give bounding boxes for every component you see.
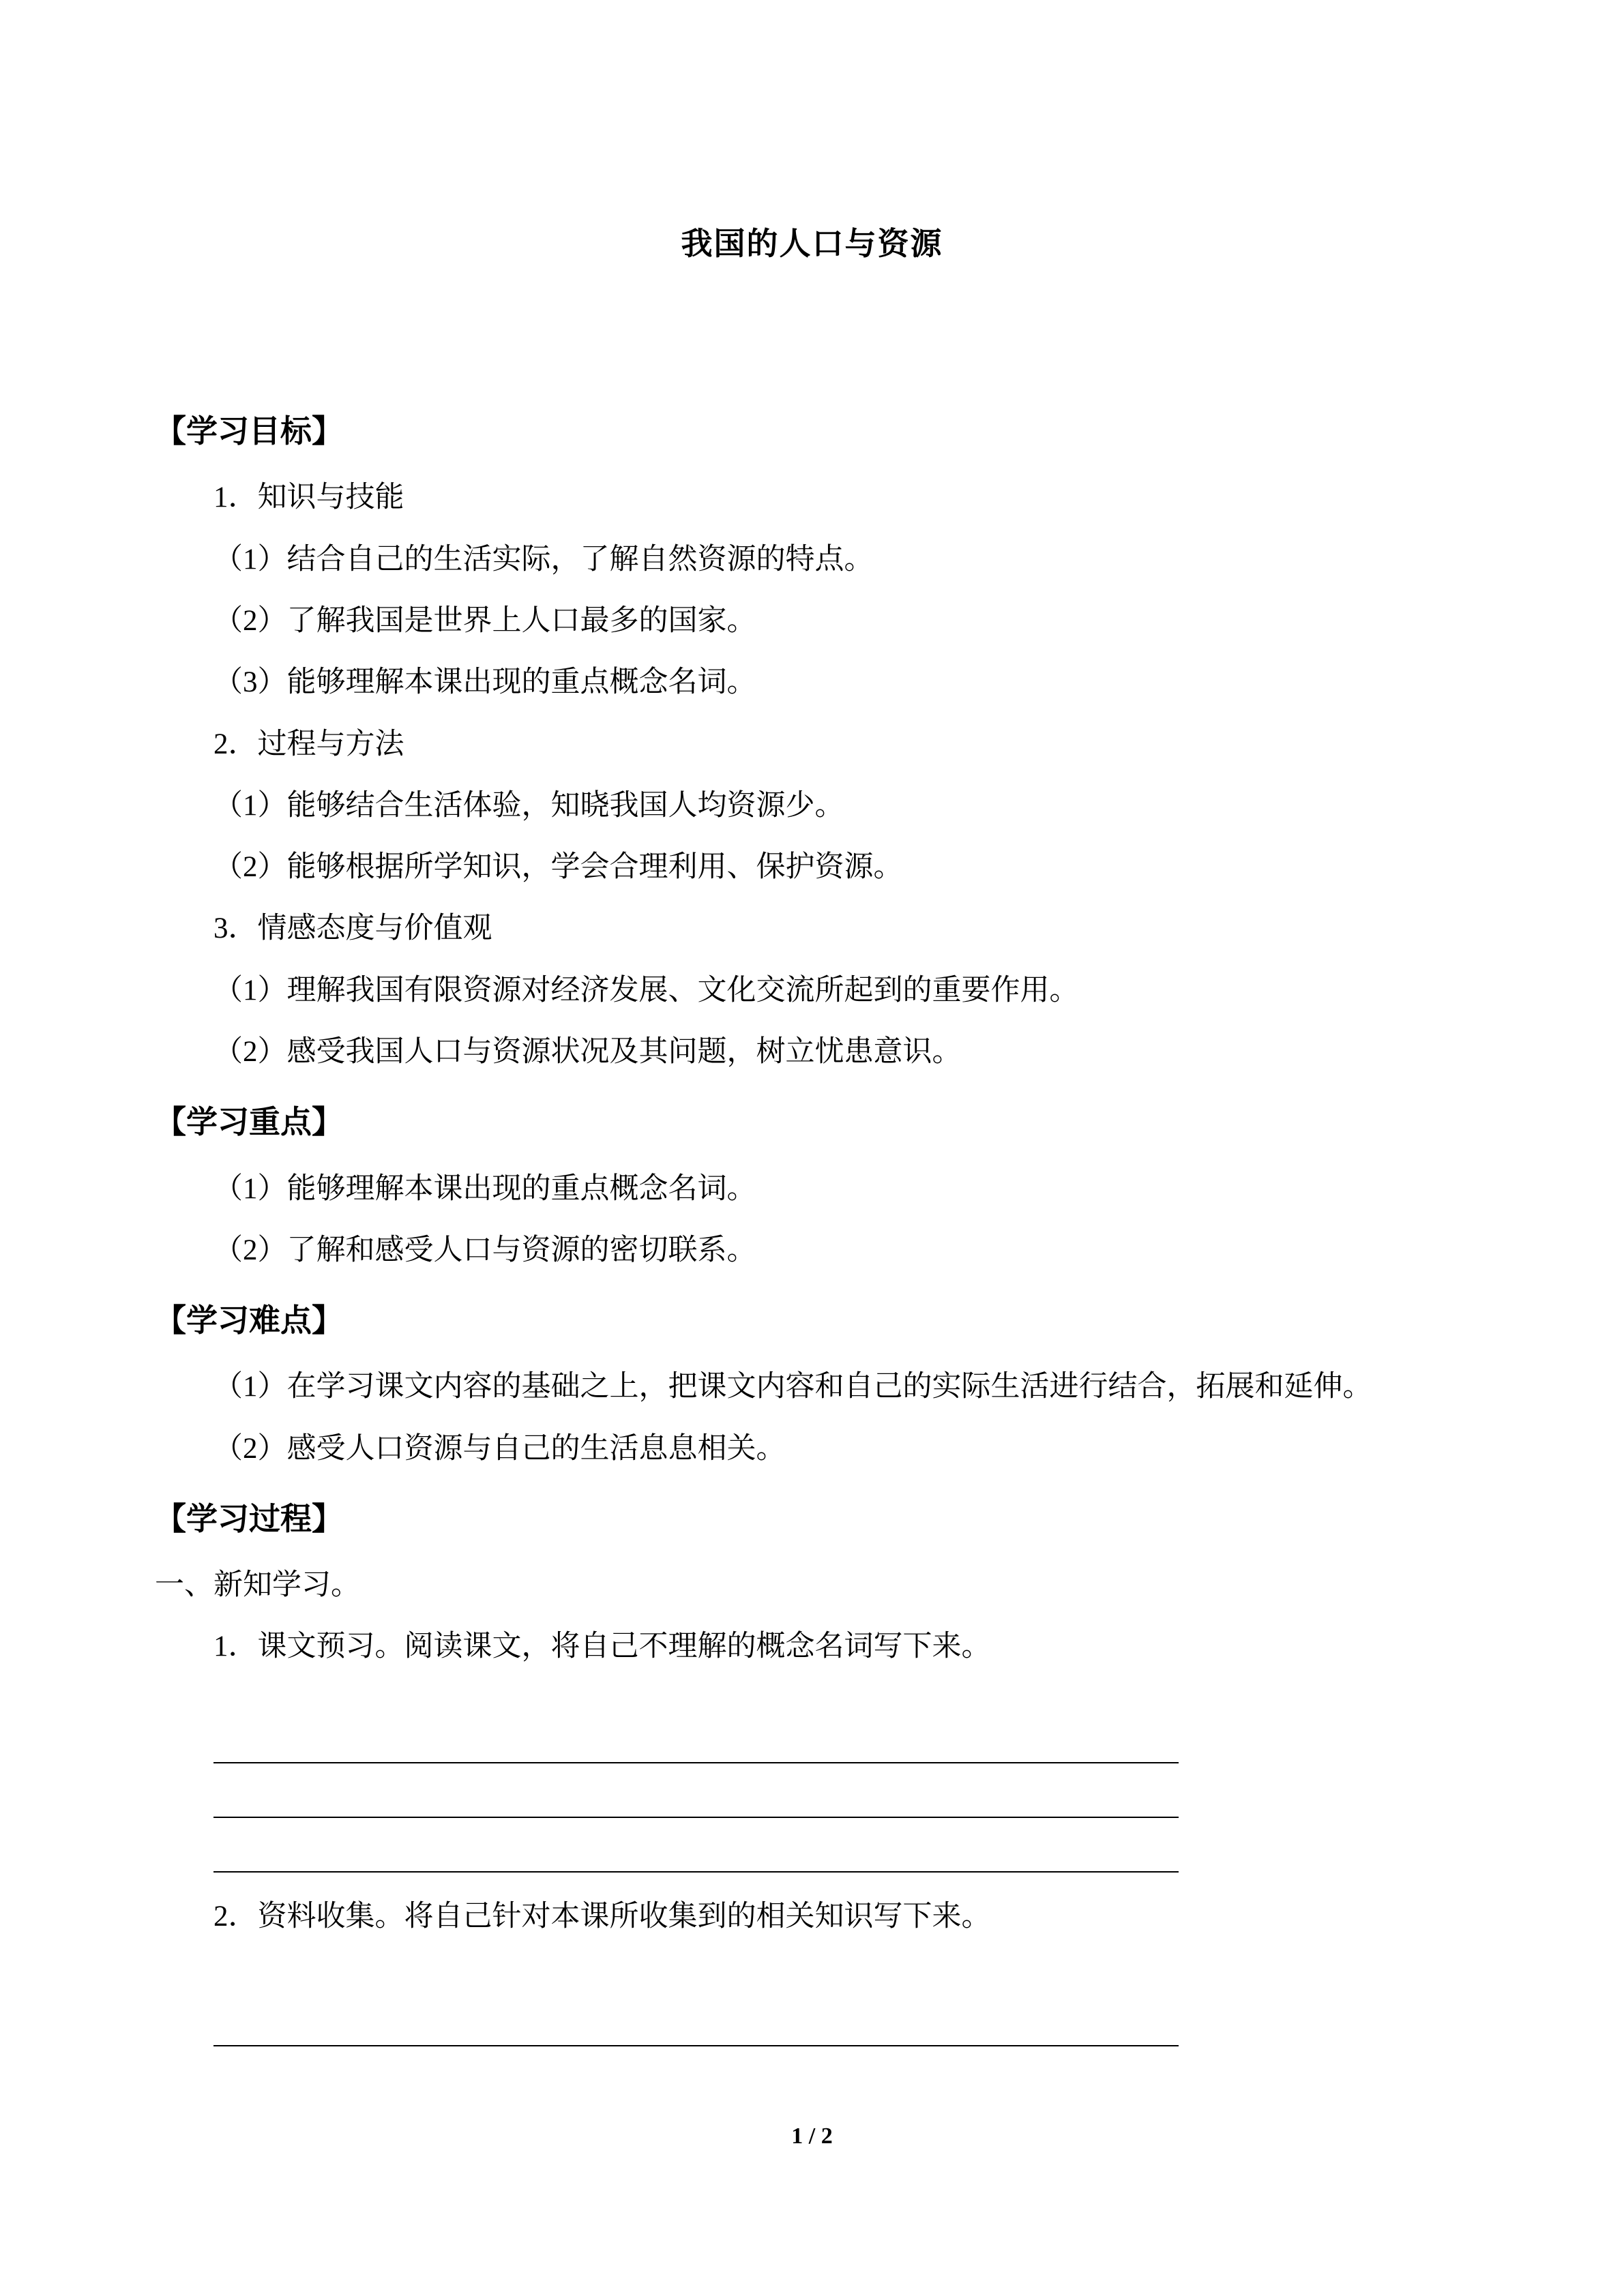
objective-item: 1．知识与技能 bbox=[213, 481, 404, 514]
objective-item: 3．情感态度与价值观 bbox=[213, 912, 492, 945]
key-point-item: （1）能够理解本课出现的重点概念名词。 bbox=[213, 1172, 756, 1205]
answer-blank-line bbox=[213, 1992, 1179, 2046]
section-heading-objectives: 【学习目标】 bbox=[155, 414, 343, 449]
answer-blank-line bbox=[213, 1818, 1179, 1873]
answer-blank-group bbox=[155, 1709, 1469, 1873]
answer-blank-line bbox=[213, 1709, 1179, 1763]
section-heading-process: 【学习过程】 bbox=[155, 1501, 343, 1536]
answer-blank-line bbox=[213, 1763, 1179, 1818]
objective-item: （1）理解我国有限资源对经济发展、文化交流所起到的重要作用。 bbox=[213, 974, 1079, 1007]
process-section-one: 一、新知学习。 bbox=[155, 1569, 360, 1602]
section-heading-difficulties: 【学习难点】 bbox=[155, 1303, 343, 1339]
objective-item: （1）能够结合生活体验，知晓我国人均资源少。 bbox=[213, 789, 844, 822]
objective-item: （1）结合自己的生活实际，了解自然资源的特点。 bbox=[213, 543, 874, 576]
answer-blank-group bbox=[155, 1992, 1469, 2046]
objective-item: （2）能够根据所学知识，学会合理利用、保护资源。 bbox=[213, 851, 903, 884]
process-task-2: 2．资料收集。将自己针对本课所收集到的相关知识写下来。 bbox=[213, 1900, 991, 1933]
page-number: 1 / 2 bbox=[791, 2123, 833, 2149]
objective-item: （3）能够理解本课出现的重点概念名词。 bbox=[213, 666, 756, 699]
objective-item: 2．过程与方法 bbox=[213, 728, 404, 760]
key-point-item: （2）了解和感受人口与资源的密切联系。 bbox=[213, 1234, 756, 1266]
difficulty-item: （1）在学习课文内容的基础之上，把课文内容和自己的实际生活进行结合，拓展和延伸。 bbox=[213, 1371, 1372, 1403]
objective-item: （2）了解我国是世界上人口最多的国家。 bbox=[213, 604, 756, 637]
difficulty-item: （2）感受人口资源与自己的生活息息相关。 bbox=[213, 1432, 786, 1465]
section-heading-key-points: 【学习重点】 bbox=[155, 1105, 343, 1140]
process-task-1: 1．课文预习。阅读课文，将自己不理解的概念名词写下来。 bbox=[213, 1630, 991, 1663]
document-title: 我国的人口与资源 bbox=[681, 226, 943, 261]
objective-item: （2）感受我国人口与资源状况及其问题，树立忧患意识。 bbox=[213, 1036, 962, 1069]
